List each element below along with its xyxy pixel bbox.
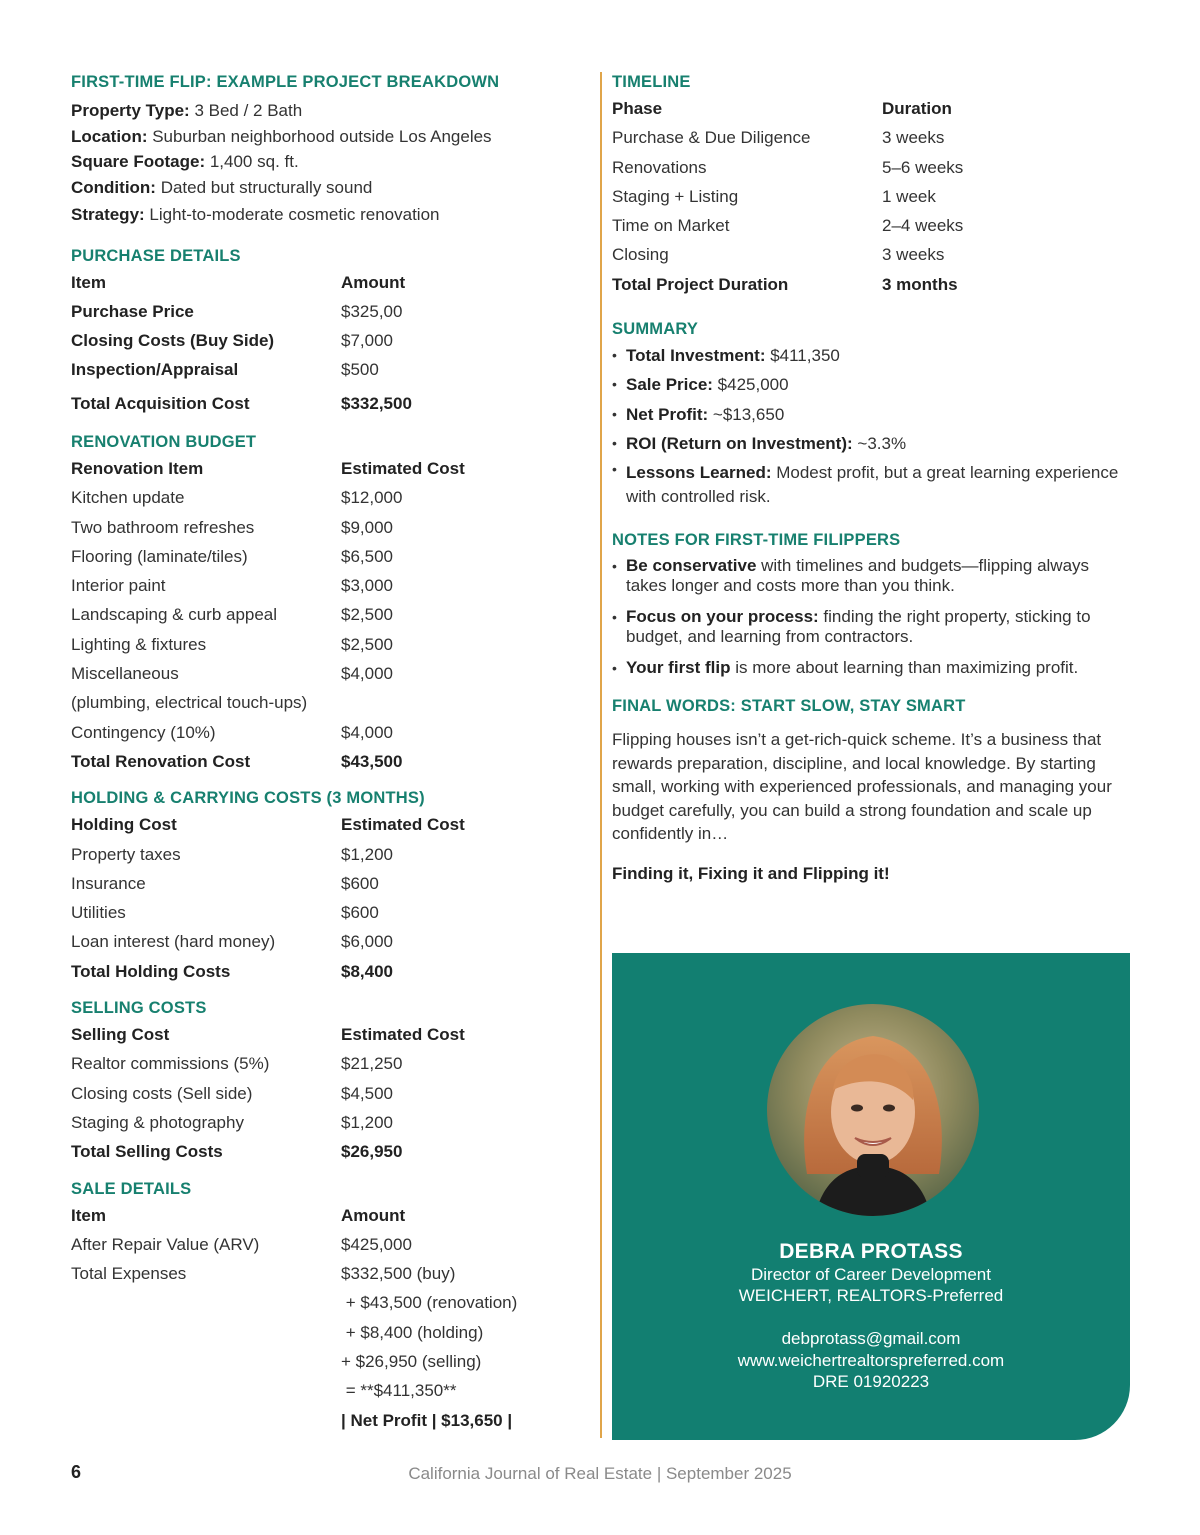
- holding-heading: HOLDING & CARRYING COSTS (3 MONTHS): [71, 789, 425, 808]
- table-row: Loan interest (hard money) $6,000: [71, 932, 393, 952]
- renovation-budget: [71, 432, 591, 776]
- table-header-row: Renovation Item Estimated Cost: [71, 458, 465, 478]
- summary: [612, 319, 1132, 508]
- author-name: DEBRA PROTASS: [779, 1240, 963, 1263]
- table-row: Two bathroom refreshes $9,000: [71, 517, 393, 537]
- strategy: Strategy: Light-to-moderate cosmetic renovation: [71, 205, 440, 224]
- table-total-row: Total Project Duration 3 months: [612, 274, 958, 294]
- table-row: Staging + Listing 1 week: [612, 186, 936, 206]
- selling-heading: SELLING COSTS: [71, 999, 207, 1018]
- selling-costs: [71, 998, 591, 1166]
- table-row: Closing costs (Sell side) $4,500: [71, 1083, 393, 1103]
- table-header-row: Item Amount: [71, 1205, 406, 1225]
- list-item: • Be conservative with timelines and budgets—flipping always takes longer and costs more than you think.: [612, 556, 1132, 596]
- right-column: [612, 72, 1132, 896]
- table-row: Property taxes $1,200: [71, 844, 393, 864]
- sale-table: [71, 1201, 591, 1435]
- table-row: + $8,400 (holding): [341, 1322, 484, 1342]
- holding-table: [71, 810, 591, 986]
- author-company: WEICHERT, REALTORS-Preferred: [738, 1286, 1004, 1305]
- closing-line: Finding it, Fixing it and Flipping it!: [612, 863, 890, 883]
- table-row: Staging & photography $1,200: [71, 1112, 393, 1132]
- table-row: Utilities $600: [71, 903, 379, 923]
- notes: [612, 530, 1132, 678]
- final-paragraph: Flipping houses isn’t a get-rich-quick scheme. It’s a business that rewards preparation, discipline, and local knowledge. By starting small, working with experienced professionals, and managing your budget carefully, you can build a strong foundation and scale up confidently in…: [612, 730, 1112, 844]
- author-email[interactable]: debprotass@gmail.com: [781, 1329, 961, 1348]
- purchase-heading: PURCHASE DETAILS: [71, 246, 241, 265]
- table-row: + $43,500 (renovation): [341, 1293, 518, 1313]
- page-number: 6: [71, 1462, 82, 1482]
- summary-list: [612, 341, 1132, 508]
- table-header-row: Item Amount: [71, 272, 406, 292]
- list-item: • Sale Price: $425,000: [612, 370, 1132, 399]
- table-total-row: Total Acquisition Cost $332,500: [71, 393, 412, 413]
- table-row: + $26,950 (selling): [341, 1352, 482, 1371]
- table-header-row: Holding Cost Estimated Cost: [71, 815, 465, 835]
- holding-costs: [71, 788, 591, 986]
- table-row: Closing Costs (Buy Side) $7,000: [71, 331, 393, 351]
- table-row: Purchase & Due Diligence 3 weeks: [612, 128, 945, 148]
- table-row: After Repair Value (ARV) $425,000: [71, 1234, 412, 1254]
- net-profit-row: | Net Profit | $13,650 |: [341, 1410, 513, 1430]
- example-heading: FIRST-TIME FLIP: EXAMPLE PROJECT BREAKDOWN: [71, 73, 500, 91]
- table-row: Insurance $600: [71, 873, 379, 893]
- summary-heading: SUMMARY: [612, 320, 699, 339]
- column-divider: [600, 72, 602, 1438]
- table-row: Interior paint $3,000: [71, 576, 393, 596]
- property-type: Property Type: 3 Bed / 2 Bath: [71, 101, 303, 120]
- condition: Condition: Dated but structurally sound: [71, 177, 373, 197]
- journal-credit: California Journal of Real Estate | September 2025: [408, 1464, 792, 1483]
- square-footage: Square Footage: 1,400 sq. ft.: [71, 152, 299, 171]
- left-column: [71, 72, 591, 1447]
- table-header-row: Phase Duration: [612, 99, 952, 118]
- location: Location: Suburban neighborhood outside Los Angeles: [71, 126, 492, 146]
- list-item: • Focus on your process: finding the right property, sticking to budget, and learning from contractors.: [612, 607, 1132, 647]
- table-row: Kitchen update $12,000: [71, 488, 403, 508]
- list-item: • ROI (Return on Investment): ~3.3%: [612, 429, 1132, 458]
- table-row: Flooring (laminate/tiles) $6,500: [71, 546, 393, 566]
- purchase-table: [71, 268, 591, 418]
- table-row: Total Expenses $332,500 (buy): [71, 1264, 456, 1284]
- table-row: Realtor commissions (5%) $21,250: [71, 1054, 403, 1074]
- notes-list: [612, 556, 1132, 678]
- timeline-heading: TIMELINE: [612, 73, 691, 91]
- sale-heading: SALE DETAILS: [71, 1179, 192, 1198]
- author-website[interactable]: www.weichertrealtorspreferred.com: [737, 1351, 1005, 1370]
- table-total-row: Total Renovation Cost $43,500: [71, 751, 403, 771]
- list-item: • Your first flip is more about learning than maximizing profit.: [612, 658, 1132, 678]
- final-words: [612, 696, 1132, 884]
- table-row: Inspection/Appraisal $500: [71, 360, 379, 380]
- table-row: = **$411,350**: [341, 1381, 457, 1401]
- sale-details: [71, 1179, 591, 1435]
- table-row: Lighting & fixtures $2,500: [71, 634, 393, 654]
- renovation-table: [71, 454, 591, 776]
- notes-heading: NOTES FOR FIRST-TIME FILIPPERS: [612, 531, 901, 550]
- selling-table: [71, 1020, 591, 1166]
- example-overview: [71, 72, 591, 228]
- avatar: [767, 1004, 979, 1216]
- list-item: • Lessons Learned: Modest profit, but a great learning experience with controlled risk.: [612, 458, 1132, 508]
- list-item: • Total Investment: $411,350: [612, 341, 1132, 370]
- author-photo-icon: [767, 1004, 979, 1216]
- table-row: Miscellaneous $4,000: [71, 664, 393, 684]
- table-total-row: Total Selling Costs $26,950: [71, 1142, 403, 1162]
- purchase-details: [71, 246, 591, 418]
- timeline-table: [612, 94, 1132, 299]
- author-card: [612, 953, 1130, 1440]
- author-license: DRE 01920223: [812, 1372, 930, 1391]
- table-row: (plumbing, electrical touch-ups): [71, 693, 308, 713]
- timeline: [612, 72, 1132, 299]
- renovation-heading: RENOVATION BUDGET: [71, 432, 257, 451]
- table-row: Renovations 5–6 weeks: [612, 157, 964, 177]
- table-row: Time on Market 2–4 weeks: [612, 216, 964, 236]
- table-row: Closing 3 weeks: [612, 245, 945, 265]
- table-row: Purchase Price $325,00: [71, 301, 403, 321]
- table-header-row: Selling Cost Estimated Cost: [71, 1025, 465, 1045]
- table-total-row: Total Holding Costs $8,400: [71, 961, 393, 981]
- final-heading: FINAL WORDS: START SLOW, STAY SMART: [612, 697, 966, 716]
- table-row: Contingency (10%) $4,000: [71, 722, 393, 742]
- author-title: Director of Career Development: [751, 1265, 991, 1284]
- table-row: Landscaping & curb appeal $2,500: [71, 605, 393, 625]
- list-item: • Net Profit: ~$13,650: [612, 400, 1132, 429]
